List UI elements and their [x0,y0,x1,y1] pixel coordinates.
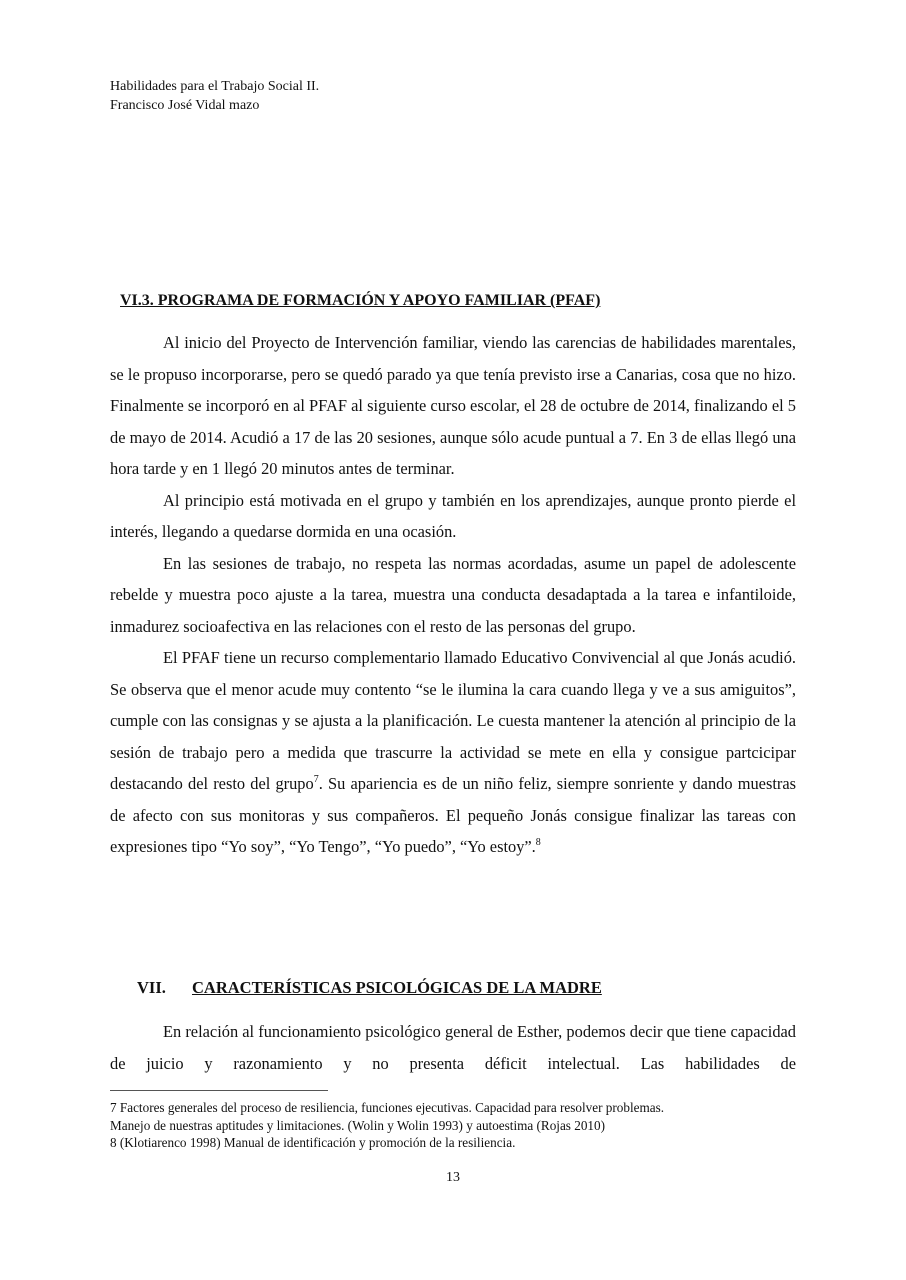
footnote-ref-8[interactable]: 8 [535,837,541,848]
footnote-line: 8 (Klotiarenco 1998) Manual de identificación y promoción de la resiliencia. [110,1135,516,1150]
chapter-title: CARACTERÍSTICAS PSICOLÓGICAS DE LA MADRE [192,978,602,997]
paragraph-text: . Su apariencia es de un niño feliz, siempre sonriente y dando muestras de afecto con sus monitoras y sus compañeros. El pequeño Jonás consigue finalizar las tareas con expresiones tipo “Yo soy”, “Yo Tengo”, “Yo puedo”, “Yo estoy”. [110,774,796,856]
header-document-title: Habilidades para el Trabajo Social II. [110,79,320,94]
paragraph: En las sesiones de trabajo, no respeta las normas acordadas, asume un papel de adolescente rebelde y muestra poco ajuste a la tarea, muestra una conducta desadaptada a la tarea e infantiloide, inmadurez socioafectiva en las relaciones con el resto de las personas del grupo. [110,553,796,636]
paragraph-text: El PFAF tiene un recurso complementario llamado Educativo Convivencial al que Jonás acudió. Se observa que el menor acude muy contento “se le ilumina la cara cuando llega y ve a sus amiguitos”, cumple con las consignas y se ajusta a la planificación. Le cuesta mantener la atención al principio de la sesión de trabajo pero a medida que trascurre la actividad se mete en ella y consigue partcicipar destacando del resto del grupo [110,648,796,793]
header-author: Francisco José Vidal mazo [110,98,260,113]
footnotes [110,1099,664,1152]
page-number: 13 [446,1170,460,1185]
page-header [110,77,319,115]
chapter-body [110,1016,796,1079]
footnote-ref-7[interactable]: 7 [313,774,319,785]
section-heading: VI.3. PROGRAMA DE FORMACIÓN Y APOYO FAMILIAR (PFAF) [120,292,601,309]
section-body [110,327,796,863]
footnote-line: Manejo de nuestras aptitudes y limitaciones. (Wolin y Wolin 1993) y autoestima (Rojas 2010) [110,1117,606,1133]
footnote-line: 7 Factores generales del proceso de resiliencia, funciones ejecutivas. Capacidad para resolver problemas. [110,1100,665,1115]
chapter-number: VII. [137,978,166,997]
paragraph: Al inicio del Proyecto de Intervención familiar, viendo las carencias de habilidades marentales, se le propuso incorporarse, pero se quedó parado ya que tenía previsto irse a Canarias, cosa que no hizo. Finalmente se incorporó en al PFAF al siguiente curso escolar, el 28 de octubre de 2014, finalizando el 5 de mayo de 2014. Acudió a 17 de las 20 sesiones, aunque sólo acude puntual a 7. En 3 de ellas llegó una hora tarde y en 1 llegó 20 minutos antes de terminar. [110,333,796,478]
paragraph [110,642,796,863]
paragraph: Al principio está motivada en el grupo y también en los aprendizajes, aunque pronto pierde el interés, llegando a quedarse dormida en una ocasión. [110,490,796,541]
chapter-heading [137,978,602,998]
footnote-separator [110,1090,328,1091]
paragraph: En relación al funcionamiento psicológico general de Esther, podemos decir que tiene capacidad de juicio y razonamiento y no presenta déficit intelectual. Las habilidades de [110,1022,796,1073]
